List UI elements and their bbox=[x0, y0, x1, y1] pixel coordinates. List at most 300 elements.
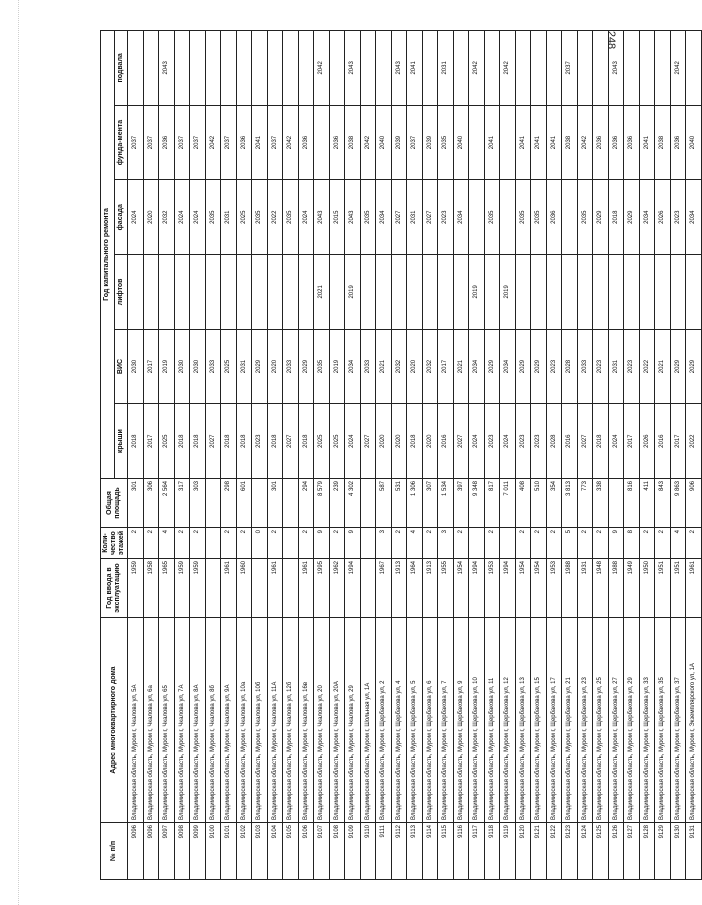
cell-vis: 2019 bbox=[159, 329, 175, 404]
cell-vis: 2021 bbox=[655, 329, 671, 404]
cell-year: 1953 bbox=[484, 559, 500, 618]
cell-lift bbox=[159, 255, 175, 330]
cell-foundation: 2042 bbox=[205, 105, 221, 180]
cell-no: 9110 bbox=[360, 823, 376, 880]
cell-address: Владимирская область, Муром г, Щербакова ул, 13 bbox=[515, 618, 531, 823]
cell-facade: 2035 bbox=[252, 180, 268, 255]
cell-address: Владимирская область, Муром г, Чкалова ул, 5А bbox=[128, 618, 144, 823]
cell-basement bbox=[283, 31, 299, 106]
cell-foundation: 2041 bbox=[531, 105, 547, 180]
cell-foundation: 2041 bbox=[639, 105, 655, 180]
cell-roof: 2016 bbox=[562, 404, 578, 479]
cell-vis: 2021 bbox=[376, 329, 392, 404]
cell-foundation: 2038 bbox=[345, 105, 361, 180]
cell-year: 1959 bbox=[128, 559, 144, 618]
cell-facade: 2035 bbox=[531, 180, 547, 255]
cell-no: 9114 bbox=[422, 823, 438, 880]
cell-floors: 2 bbox=[267, 528, 283, 559]
cell-vis: 2023 bbox=[546, 329, 562, 404]
cell-no: 9120 bbox=[515, 823, 531, 880]
cell-vis: 2029 bbox=[484, 329, 500, 404]
table-row bbox=[205, 31, 221, 880]
cell-facade: 2032 bbox=[159, 180, 175, 255]
cell-floors: 9 bbox=[345, 528, 361, 559]
cell-roof: 2024 bbox=[608, 404, 624, 479]
cell-address: Владимирская область, Муром г, Щербакова ул, 27 bbox=[608, 618, 624, 823]
table-row bbox=[236, 31, 252, 880]
cell-facade: 2031 bbox=[221, 180, 237, 255]
table-row bbox=[531, 31, 547, 880]
cell-lift bbox=[190, 255, 206, 330]
cell-vis: 2034 bbox=[345, 329, 361, 404]
cell-lift bbox=[531, 255, 547, 330]
cell-vis: 2022 bbox=[639, 329, 655, 404]
table-row bbox=[407, 31, 423, 880]
cell-vis: 2030 bbox=[174, 329, 190, 404]
cell-floors: 4 bbox=[670, 528, 686, 559]
header-roof: крыши bbox=[114, 404, 128, 479]
cell-area: 338 bbox=[593, 479, 609, 528]
cell-vis: 2029 bbox=[252, 329, 268, 404]
cell-address: Владимирская область, Муром г, Щербакова ул, 2 bbox=[376, 618, 392, 823]
cell-year: 1953 bbox=[546, 559, 562, 618]
cell-lift bbox=[624, 255, 640, 330]
cell-basement bbox=[376, 31, 392, 106]
cell-roof: 2025 bbox=[159, 404, 175, 479]
table-body bbox=[128, 31, 702, 880]
cell-foundation: 2038 bbox=[655, 105, 671, 180]
table-row bbox=[143, 31, 159, 880]
table-row bbox=[500, 31, 516, 880]
cell-year bbox=[283, 559, 299, 618]
cell-area: 843 bbox=[655, 479, 671, 528]
cell-vis: 2028 bbox=[562, 329, 578, 404]
cell-facade: 2027 bbox=[391, 180, 407, 255]
cell-roof: 2023 bbox=[484, 404, 500, 479]
cell-year: 1954 bbox=[453, 559, 469, 618]
cell-facade: 2029 bbox=[624, 180, 640, 255]
cell-foundation: 2041 bbox=[515, 105, 531, 180]
repair-schedule-table bbox=[100, 30, 702, 880]
cell-roof: 2016 bbox=[438, 404, 454, 479]
cell-lift bbox=[329, 255, 345, 330]
cell-lift bbox=[360, 255, 376, 330]
table-row bbox=[593, 31, 609, 880]
cell-basement: 2031 bbox=[438, 31, 454, 106]
cell-address: Владимирская область, Муром г, Чкалова ул, 8б bbox=[205, 618, 221, 823]
cell-floors: 2 bbox=[655, 528, 671, 559]
cell-foundation: 2037 bbox=[190, 105, 206, 180]
cell-facade bbox=[469, 180, 485, 255]
cell-foundation: 2041 bbox=[484, 105, 500, 180]
cell-facade: 2035 bbox=[283, 180, 299, 255]
cell-vis: 2033 bbox=[577, 329, 593, 404]
cell-roof: 2017 bbox=[624, 404, 640, 479]
cell-floors: 2 bbox=[686, 528, 702, 559]
header-area: Общая площадь bbox=[101, 479, 128, 528]
table-row bbox=[314, 31, 330, 880]
cell-floors: 2 bbox=[190, 528, 206, 559]
cell-vis: 2034 bbox=[500, 329, 516, 404]
table-row bbox=[608, 31, 624, 880]
cell-roof: 2018 bbox=[267, 404, 283, 479]
cell-facade: 2036 bbox=[546, 180, 562, 255]
cell-floors: 4 bbox=[407, 528, 423, 559]
table-row bbox=[438, 31, 454, 880]
cell-foundation: 2037 bbox=[128, 105, 144, 180]
cell-year: 1962 bbox=[329, 559, 345, 618]
cell-area: 773 bbox=[577, 479, 593, 528]
cell-floors: 2 bbox=[577, 528, 593, 559]
cell-lift bbox=[546, 255, 562, 330]
cell-floors: 2 bbox=[174, 528, 190, 559]
cell-foundation: 2036 bbox=[608, 105, 624, 180]
cell-basement: 2043 bbox=[391, 31, 407, 106]
cell-foundation: 2040 bbox=[453, 105, 469, 180]
cell-basement: 2043 bbox=[159, 31, 175, 106]
cell-roof: 2018 bbox=[298, 404, 314, 479]
cell-no: 9130 bbox=[670, 823, 686, 880]
cell-area bbox=[360, 479, 376, 528]
cell-no: 9124 bbox=[577, 823, 593, 880]
cell-area: 317 bbox=[174, 479, 190, 528]
cell-vis: 2029 bbox=[531, 329, 547, 404]
cell-facade: 2035 bbox=[205, 180, 221, 255]
cell-facade: 2034 bbox=[639, 180, 655, 255]
cell-address: Владимирская область, Муром г, Щербакова ул, 9 bbox=[453, 618, 469, 823]
table-row bbox=[546, 31, 562, 880]
cell-area: 408 bbox=[515, 479, 531, 528]
cell-address: Владимирская область, Муром г, Чкалова ул, 8А bbox=[190, 618, 206, 823]
cell-foundation: 2042 bbox=[577, 105, 593, 180]
cell-floors: 2 bbox=[221, 528, 237, 559]
cell-floors: 9 bbox=[314, 528, 330, 559]
cell-facade: 2022 bbox=[267, 180, 283, 255]
cell-floors: 5 bbox=[562, 528, 578, 559]
cell-vis: 2029 bbox=[670, 329, 686, 404]
header-basement: подвала bbox=[114, 31, 128, 106]
header-foundation: фунда-мента bbox=[114, 105, 128, 180]
cell-foundation: 2037 bbox=[174, 105, 190, 180]
cell-area: 307 bbox=[422, 479, 438, 528]
cell-year: 1961 bbox=[686, 559, 702, 618]
table-row bbox=[298, 31, 314, 880]
cell-basement bbox=[593, 31, 609, 106]
cell-area: 817 bbox=[484, 479, 500, 528]
cell-lift bbox=[252, 255, 268, 330]
cell-area: 411 bbox=[639, 479, 655, 528]
cell-foundation: 2037 bbox=[407, 105, 423, 180]
cell-address: Владимирская область, Муром г, Чкалова ул, 10а bbox=[236, 618, 252, 823]
cell-floors: 0 bbox=[252, 528, 268, 559]
table-row bbox=[639, 31, 655, 880]
cell-foundation: 2039 bbox=[391, 105, 407, 180]
cell-roof: 2023 bbox=[515, 404, 531, 479]
cell-address: Владимирская область, Муром г, Щербакова ул, 4 bbox=[391, 618, 407, 823]
cell-year: 1994 bbox=[500, 559, 516, 618]
cell-address: Владимирская область, Муром г, Щербакова ул, 33 bbox=[639, 618, 655, 823]
table-row bbox=[422, 31, 438, 880]
cell-lift bbox=[391, 255, 407, 330]
cell-facade: 2043 bbox=[345, 180, 361, 255]
cell-no: 9099 bbox=[190, 823, 206, 880]
cell-floors: 2 bbox=[329, 528, 345, 559]
cell-floors: 2 bbox=[531, 528, 547, 559]
cell-lift bbox=[484, 255, 500, 330]
cell-lift bbox=[577, 255, 593, 330]
cell-no: 9098 bbox=[174, 823, 190, 880]
table-row bbox=[469, 31, 485, 880]
cell-basement bbox=[205, 31, 221, 106]
cell-basement bbox=[267, 31, 283, 106]
cell-basement bbox=[639, 31, 655, 106]
header-lift: лифтов bbox=[114, 255, 128, 330]
cell-roof: 2018 bbox=[221, 404, 237, 479]
cell-basement: 2042 bbox=[670, 31, 686, 106]
cell-year: 1950 bbox=[639, 559, 655, 618]
cell-basement bbox=[252, 31, 268, 106]
cell-basement bbox=[624, 31, 640, 106]
cell-roof: 2020 bbox=[376, 404, 392, 479]
cell-facade: 2026 bbox=[655, 180, 671, 255]
cell-address: Владимирская область, Муром г, Щербакова ул, 6 bbox=[422, 618, 438, 823]
cell-lift bbox=[267, 255, 283, 330]
cell-roof: 2020 bbox=[422, 404, 438, 479]
cell-lift bbox=[438, 255, 454, 330]
cell-address: Владимирская область, Муром г, Чкалова ул, 12б bbox=[283, 618, 299, 823]
header-no: № п/п bbox=[101, 823, 128, 880]
cell-basement bbox=[577, 31, 593, 106]
cell-lift bbox=[376, 255, 392, 330]
cell-area: 354 bbox=[546, 479, 562, 528]
cell-year: 1995 bbox=[314, 559, 330, 618]
cell-address: Владимирская область, Муром г, Щербакова ул, 35 bbox=[655, 618, 671, 823]
cell-no: 9100 bbox=[205, 823, 221, 880]
cell-no: 9107 bbox=[314, 823, 330, 880]
cell-year: 1961 bbox=[221, 559, 237, 618]
cell-no: 9129 bbox=[655, 823, 671, 880]
cell-address: Владимирская область, Муром г, Щербакова ул, 21 bbox=[562, 618, 578, 823]
cell-year: 1958 bbox=[143, 559, 159, 618]
cell-lift: 2019 bbox=[469, 255, 485, 330]
cell-area: 306 bbox=[143, 479, 159, 528]
cell-floors: 2 bbox=[484, 528, 500, 559]
cell-roof: 2025 bbox=[314, 404, 330, 479]
cell-vis: 2021 bbox=[453, 329, 469, 404]
cell-foundation: 2037 bbox=[143, 105, 159, 180]
cell-address: Владимирская область, Муром г, Чкалова ул, 29 bbox=[345, 618, 361, 823]
table-row bbox=[562, 31, 578, 880]
cell-lift bbox=[608, 255, 624, 330]
table-row bbox=[283, 31, 299, 880]
cell-basement bbox=[453, 31, 469, 106]
cell-basement bbox=[221, 31, 237, 106]
cell-year: 1988 bbox=[562, 559, 578, 618]
cell-vis: 2017 bbox=[438, 329, 454, 404]
table-row bbox=[221, 31, 237, 880]
cell-foundation: 2040 bbox=[376, 105, 392, 180]
cell-no: 9116 bbox=[453, 823, 469, 880]
cell-year: 1955 bbox=[438, 559, 454, 618]
cell-facade: 2024 bbox=[174, 180, 190, 255]
cell-basement bbox=[128, 31, 144, 106]
cell-no: 9108 bbox=[329, 823, 345, 880]
cell-roof: 2018 bbox=[174, 404, 190, 479]
cell-floors: 2 bbox=[236, 528, 252, 559]
cell-roof: 2016 bbox=[655, 404, 671, 479]
table-row bbox=[190, 31, 206, 880]
cell-basement bbox=[531, 31, 547, 106]
table-row bbox=[128, 31, 144, 880]
cell-basement bbox=[174, 31, 190, 106]
cell-foundation: 2036 bbox=[593, 105, 609, 180]
cell-foundation: 2036 bbox=[236, 105, 252, 180]
cell-no: 9128 bbox=[639, 823, 655, 880]
cell-address: Владимирская область, Муром г, Экземплярского ул, 1А bbox=[686, 618, 702, 823]
cell-foundation: 2041 bbox=[546, 105, 562, 180]
cell-area: 9 348 bbox=[469, 479, 485, 528]
cell-area: 531 bbox=[391, 479, 407, 528]
cell-vis: 2029 bbox=[298, 329, 314, 404]
table-row bbox=[391, 31, 407, 880]
cell-facade: 2025 bbox=[236, 180, 252, 255]
cell-roof: 2020 bbox=[391, 404, 407, 479]
cell-lift bbox=[593, 255, 609, 330]
cell-floors bbox=[469, 528, 485, 559]
cell-address: Владимирская область, Муром г, Щербакова ул, 29 bbox=[624, 618, 640, 823]
cell-floors: 3 bbox=[376, 528, 392, 559]
cell-year: 1951 bbox=[655, 559, 671, 618]
cell-basement: 2041 bbox=[407, 31, 423, 106]
cell-year: 1948 bbox=[593, 559, 609, 618]
cell-vis: 2020 bbox=[267, 329, 283, 404]
cell-no: 9106 bbox=[298, 823, 314, 880]
cell-no: 9115 bbox=[438, 823, 454, 880]
cell-area: 298 bbox=[221, 479, 237, 528]
cell-roof: 2024 bbox=[469, 404, 485, 479]
margin-guide bbox=[18, 0, 19, 905]
header-capital-repair: Год капитального ремонта bbox=[101, 31, 115, 479]
cell-no: 9123 bbox=[562, 823, 578, 880]
cell-area: 294 bbox=[298, 479, 314, 528]
cell-floors bbox=[500, 528, 516, 559]
cell-roof: 2018 bbox=[593, 404, 609, 479]
cell-roof: 2024 bbox=[500, 404, 516, 479]
cell-facade: 2031 bbox=[407, 180, 423, 255]
cell-vis: 2030 bbox=[190, 329, 206, 404]
cell-area: 301 bbox=[267, 479, 283, 528]
cell-area: 1 534 bbox=[438, 479, 454, 528]
cell-facade: 2020 bbox=[143, 180, 159, 255]
cell-year bbox=[360, 559, 376, 618]
cell-facade: 2035 bbox=[484, 180, 500, 255]
cell-lift bbox=[236, 255, 252, 330]
cell-basement bbox=[484, 31, 500, 106]
cell-basement bbox=[298, 31, 314, 106]
cell-vis: 2035 bbox=[314, 329, 330, 404]
cell-floors bbox=[283, 528, 299, 559]
cell-address: Владимирская область, Муром г, Чкалова ул, 11А bbox=[267, 618, 283, 823]
cell-roof: 2027 bbox=[360, 404, 376, 479]
cell-lift bbox=[655, 255, 671, 330]
cell-foundation: 2040 bbox=[686, 105, 702, 180]
cell-lift: 2021 bbox=[314, 255, 330, 330]
cell-address: Владимирская область, Муром г, Щербакова ул, 17 bbox=[546, 618, 562, 823]
cell-no: 9097 bbox=[159, 823, 175, 880]
cell-address: Владимирская область, Муром г, Щербакова ул, 5 bbox=[407, 618, 423, 823]
cell-foundation: 2035 bbox=[438, 105, 454, 180]
cell-floors: 2 bbox=[453, 528, 469, 559]
cell-vis: 2030 bbox=[128, 329, 144, 404]
cell-basement bbox=[546, 31, 562, 106]
cell-no: 9096 bbox=[143, 823, 159, 880]
cell-floors: 2 bbox=[515, 528, 531, 559]
cell-foundation: 2037 bbox=[267, 105, 283, 180]
cell-no: 9122 bbox=[546, 823, 562, 880]
cell-vis: 2031 bbox=[236, 329, 252, 404]
table-row bbox=[655, 31, 671, 880]
cell-facade: 2035 bbox=[577, 180, 593, 255]
cell-area: 2 564 bbox=[159, 479, 175, 528]
cell-roof: 2027 bbox=[205, 404, 221, 479]
cell-facade: 2023 bbox=[438, 180, 454, 255]
cell-floors bbox=[360, 528, 376, 559]
cell-no: 9111 bbox=[376, 823, 392, 880]
cell-facade: 2027 bbox=[422, 180, 438, 255]
cell-area bbox=[252, 479, 268, 528]
cell-basement bbox=[190, 31, 206, 106]
cell-address: Владимирская область, Муром г, Щербакова ул, 15 bbox=[531, 618, 547, 823]
cell-basement bbox=[329, 31, 345, 106]
cell-year: 1954 bbox=[515, 559, 531, 618]
cell-vis: 2023 bbox=[624, 329, 640, 404]
cell-area: 587 bbox=[376, 479, 392, 528]
cell-no: 9126 bbox=[608, 823, 624, 880]
cell-area: 816 bbox=[624, 479, 640, 528]
cell-basement bbox=[360, 31, 376, 106]
cell-foundation bbox=[469, 105, 485, 180]
cell-facade: 2015 bbox=[329, 180, 345, 255]
cell-no: 9112 bbox=[391, 823, 407, 880]
cell-roof: 2018 bbox=[128, 404, 144, 479]
cell-floors: 3 bbox=[438, 528, 454, 559]
cell-roof: 2028 bbox=[546, 404, 562, 479]
cell-no: 9125 bbox=[593, 823, 609, 880]
table-row bbox=[267, 31, 283, 880]
header-vis: ВИС bbox=[114, 329, 128, 404]
table-row bbox=[159, 31, 175, 880]
cell-roof: 2025 bbox=[329, 404, 345, 479]
table-row bbox=[252, 31, 268, 880]
cell-no: 9117 bbox=[469, 823, 485, 880]
cell-basement bbox=[655, 31, 671, 106]
cell-year: 1967 bbox=[376, 559, 392, 618]
cell-basement: 2042 bbox=[469, 31, 485, 106]
header-floors: Коли-чество этажей bbox=[101, 528, 128, 559]
cell-floors: 9 bbox=[608, 528, 624, 559]
cell-area: 906 bbox=[686, 479, 702, 528]
cell-vis: 2034 bbox=[469, 329, 485, 404]
cell-vis: 2029 bbox=[686, 329, 702, 404]
cell-year: 1994 bbox=[345, 559, 361, 618]
cell-no: 9101 bbox=[221, 823, 237, 880]
cell-basement bbox=[686, 31, 702, 106]
table-row bbox=[484, 31, 500, 880]
cell-address: Владимирская область, Муром г, Щербакова ул, 37 bbox=[670, 618, 686, 823]
cell-year: 1959 bbox=[174, 559, 190, 618]
cell-facade bbox=[500, 180, 516, 255]
cell-facade: 2034 bbox=[376, 180, 392, 255]
